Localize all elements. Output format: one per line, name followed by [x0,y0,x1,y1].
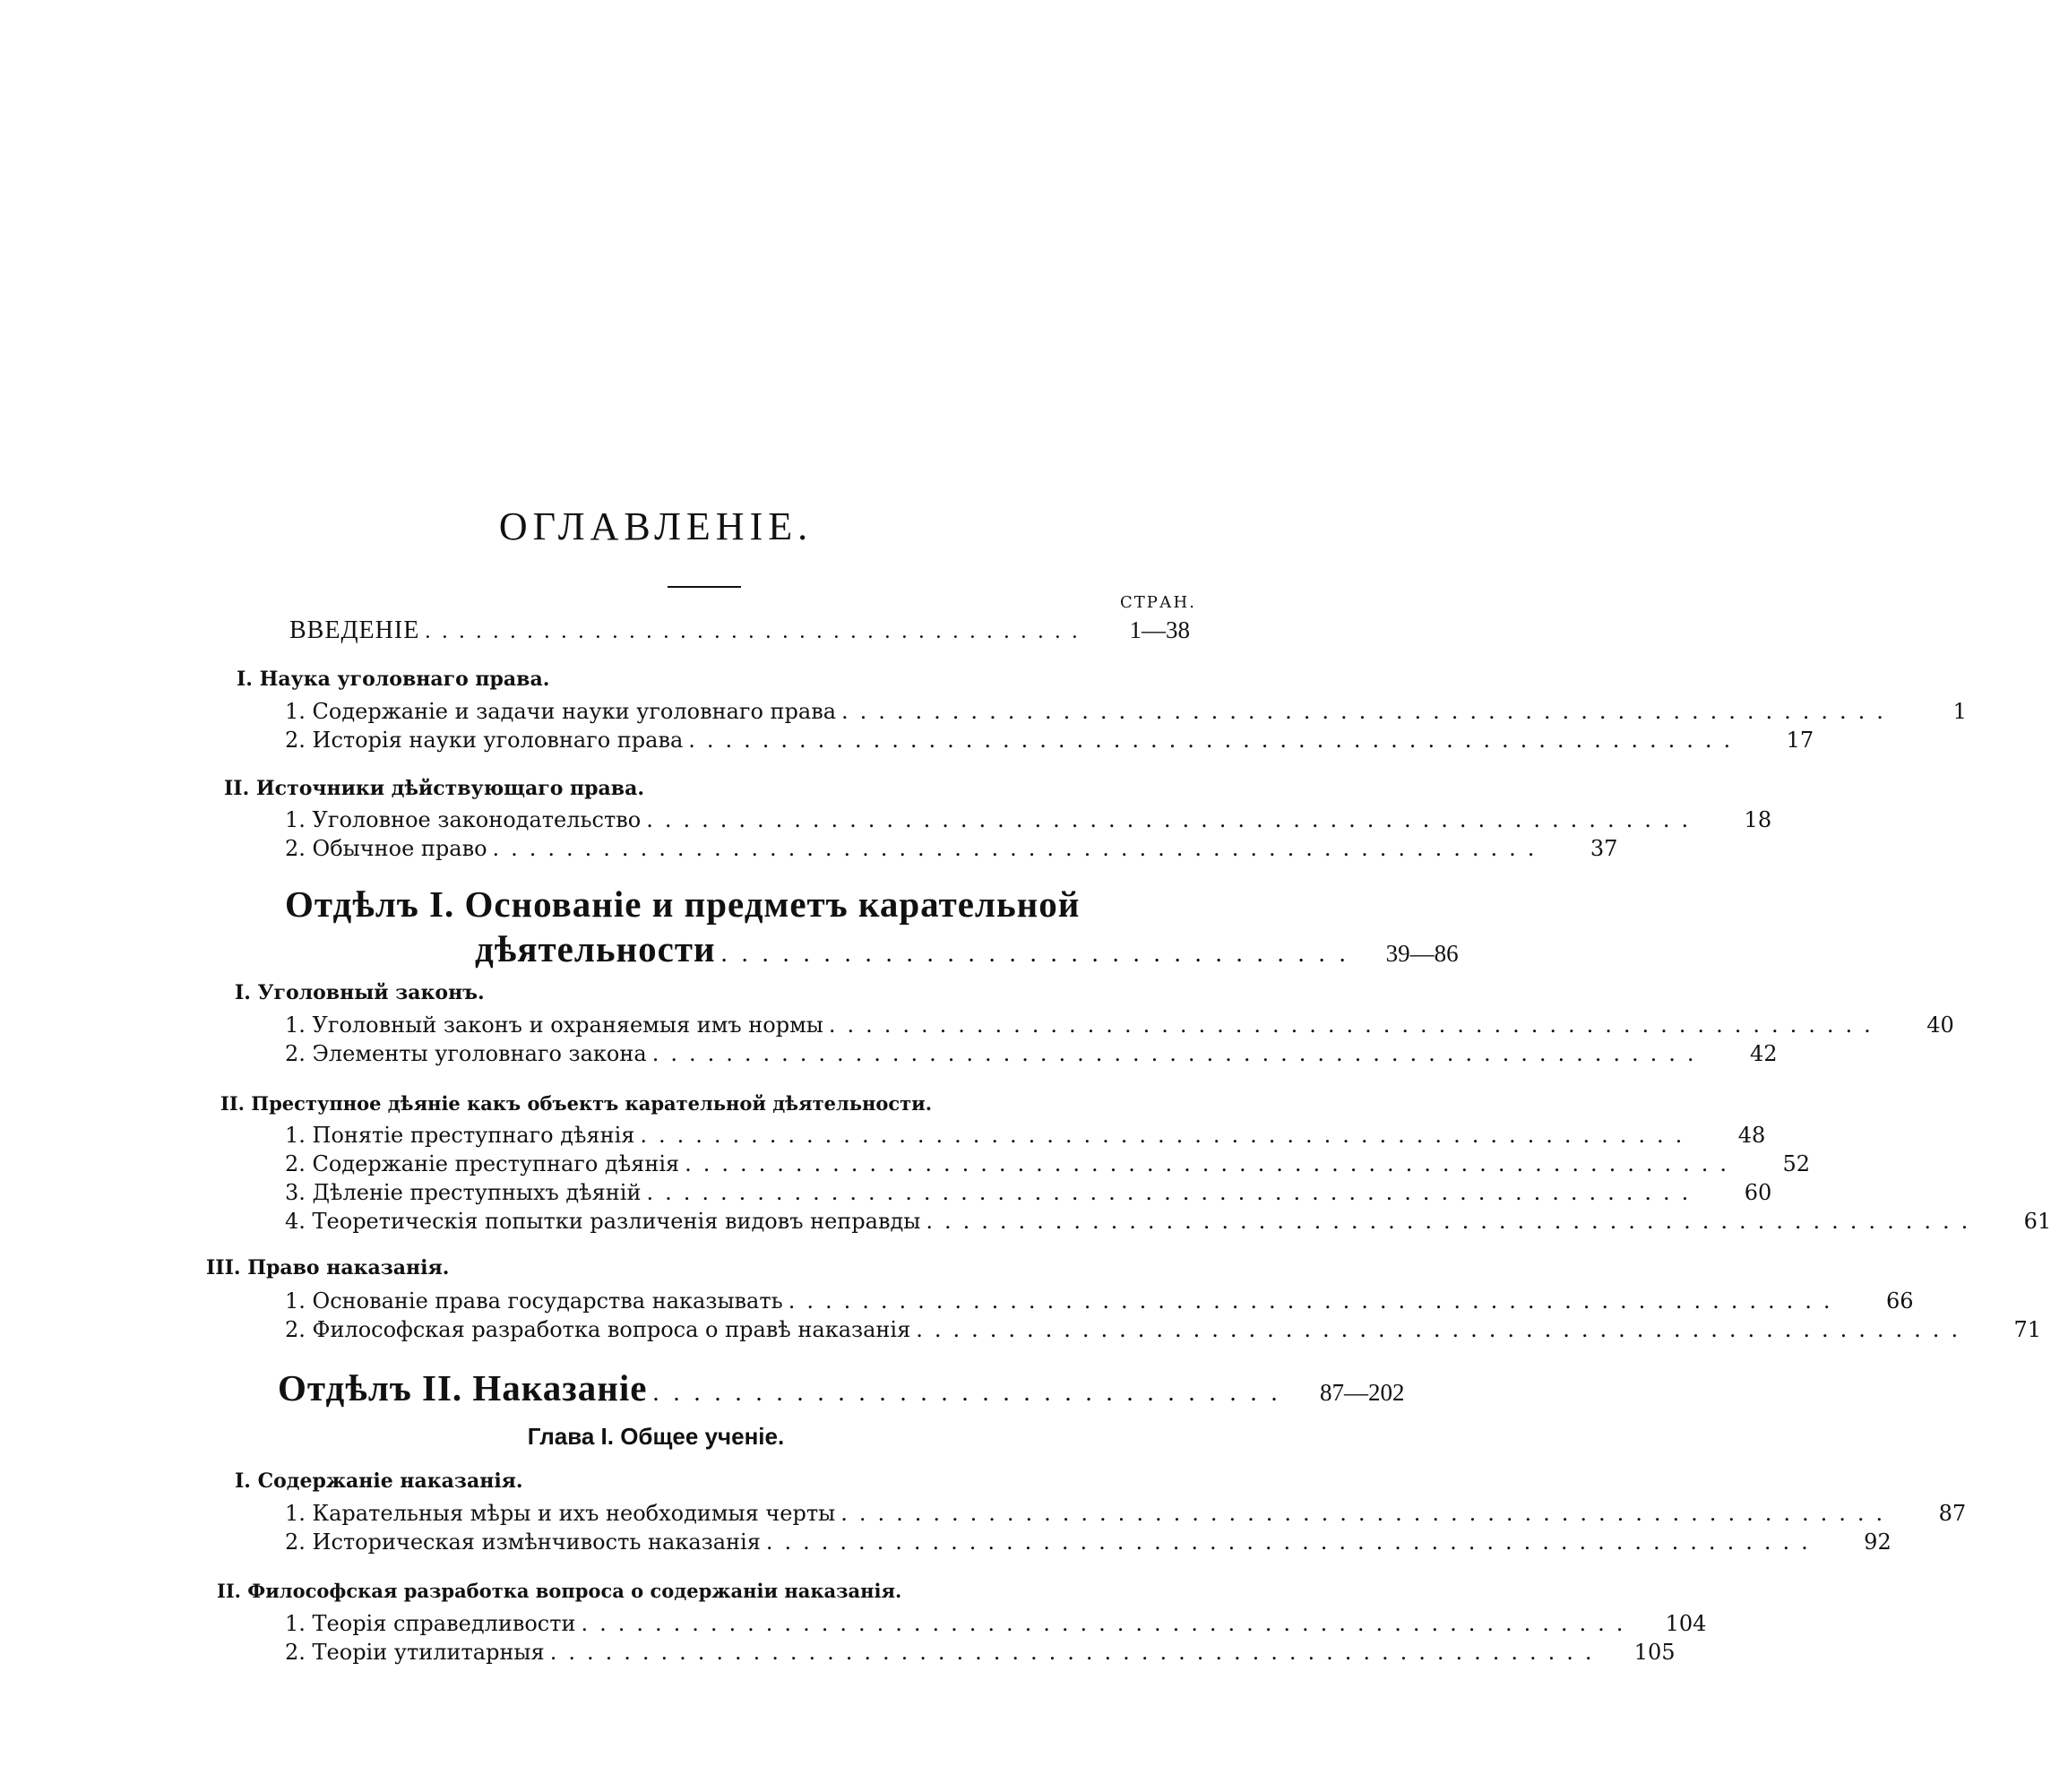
toc-entry[interactable] [285,836,1618,865]
entry-label: Отдѣлъ II. Наказаніе [278,1367,648,1409]
entry-page: 104 [1665,1611,1707,1636]
leader-dots: ............................... [720,940,1360,968]
entry-page: 60 [1744,1180,1772,1205]
toc-entry[interactable] [285,1529,1892,1558]
toc-entry[interactable] [285,807,1772,836]
entry-page: 48 [1737,1123,1766,1148]
entry-label: 2. Исторія науки уголовнаго права [285,728,684,753]
toc-entry[interactable] [285,728,1814,756]
leader-dots: ......................................................... [549,1640,1604,1665]
section-heading: II. Источники дѣйствующаго права. [224,777,644,800]
toc-entry-part-1[interactable] [475,927,1459,972]
entry-label: 3. Дѣленіе преступныхъ дѣяній [285,1180,642,1205]
entry-page: 39—86 [1385,940,1459,967]
entry-page: 42 [1750,1041,1778,1066]
section-heading: II. Преступное дѣяніе какъ объектъ карательной дѣятельности. [220,1092,933,1115]
entry-page: 40 [1926,1012,1954,1038]
entry-page: 17 [1786,728,1814,753]
entry-page: 1—38 [1129,616,1190,643]
entry-label: 1. Теорія справедливости [285,1611,576,1636]
entry-label: 1. Карательныя мѣры и ихъ необходимыя черты [285,1501,836,1526]
leader-dots: ......................................................... [788,1288,1842,1314]
toc-entry[interactable] [285,1123,1766,1151]
entry-page: 105 [1633,1640,1676,1665]
leader-dots: ......................................................... [916,1317,1970,1342]
leader-dots: ......................................................... [688,728,1743,753]
leader-dots: ......................................................... [828,1012,1883,1038]
entry-page: 1 [1952,699,1967,724]
entry-label: ВВЕДЕНІЕ [289,616,420,644]
entry-page: 61 [2023,1209,2051,1234]
entry-label: 2. Элементы уголовнаго закона [285,1041,647,1066]
entry-page: 37 [1590,836,1618,861]
leader-dots: ......................................................... [926,1209,1980,1234]
toc-entry-part-2[interactable] [278,1366,1405,1411]
entry-page: 18 [1744,807,1772,832]
entry-label: 4. Теоретическія попытки различенія видовъ неправды [285,1209,921,1234]
leader-dots: ......................................................... [581,1611,1635,1636]
entry-label: 2. Историческая измѣнчивость наказанія [285,1529,761,1555]
chapter-title: Глава I. Общее ученіе. [527,1423,785,1450]
toc-entry[interactable] [285,1151,1810,1180]
toc-entry[interactable] [285,1317,2042,1346]
leader-dots: ......................................................... [841,699,1895,724]
leader-dots: ......................................................... [646,1180,1701,1205]
toc-entry[interactable] [285,699,1967,728]
page-title: ОГЛАВЛЕНІЕ. [498,504,814,548]
toc-entry[interactable] [285,1180,1772,1209]
entry-label: дѣятельности [475,928,716,969]
toc-entry[interactable] [285,1288,1914,1317]
leader-dots: ......................................................... [840,1501,1895,1526]
entry-label: 1. Уголовный законъ и охраняемыя имъ нормы [285,1012,823,1038]
entry-page: 71 [2013,1317,2042,1342]
entry-label: 1. Уголовное законодательство [285,807,642,832]
entry-label: 2. Обычное право [285,836,487,861]
toc-entry[interactable] [285,1012,1954,1041]
entry-page: 87 [1938,1501,1967,1526]
entry-label: 1. Основаніе права государства наказывать [285,1288,783,1314]
toc-entry[interactable] [285,1501,1967,1529]
leader-dots: ......................................................... [685,1151,1738,1176]
entry-page: 66 [1886,1288,1914,1314]
section-heading: I. Содержаніе наказанія. [235,1469,523,1493]
section-heading: I. Наука уголовнаго права. [237,668,550,691]
leader-dots: ......................................................... [646,807,1701,832]
toc-entry[interactable] [285,1209,2051,1237]
leader-dots: ......................................................... [651,1041,1706,1066]
toc-entry-introduction[interactable] [289,616,1190,649]
entry-label: 2. Философская разработка вопроса о правѣ наказанія [285,1317,911,1342]
leader-dots: ....................................... [425,620,1090,643]
entry-label: 2. Теоріи утилитарныя [285,1640,545,1665]
entry-label: 1. Содержаніе и задачи науки уголовнаго права [285,699,837,724]
page-column-label: СТРАН. [1120,593,1196,612]
entry-label: 2. Содержаніе преступнаго дѣянія [285,1151,680,1176]
leader-dots: ......................................................... [492,836,1547,861]
leader-dots: ......................................................... [765,1529,1820,1555]
entry-page: 92 [1864,1529,1892,1555]
leader-dots: ............................... [652,1379,1292,1407]
entry-label: 1. Понятіе преступнаго дѣянія [285,1123,635,1148]
entry-page: 52 [1782,1151,1810,1176]
part-1-title: Отдѣлъ I. Основаніе и предметъ карательной [285,883,1081,925]
section-heading: III. Право наказанія. [206,1256,450,1279]
toc-entry[interactable] [285,1611,1707,1640]
entry-page: 87—202 [1319,1379,1405,1406]
section-heading: II. Философская разработка вопроса о содержаніи наказанія. [217,1580,902,1602]
leader-dots: ......................................................... [640,1123,1694,1148]
toc-entry[interactable] [285,1041,1778,1070]
title-rule [668,586,741,588]
section-heading: I. Уголовный законъ. [235,981,485,1004]
toc-entry[interactable] [285,1640,1676,1668]
